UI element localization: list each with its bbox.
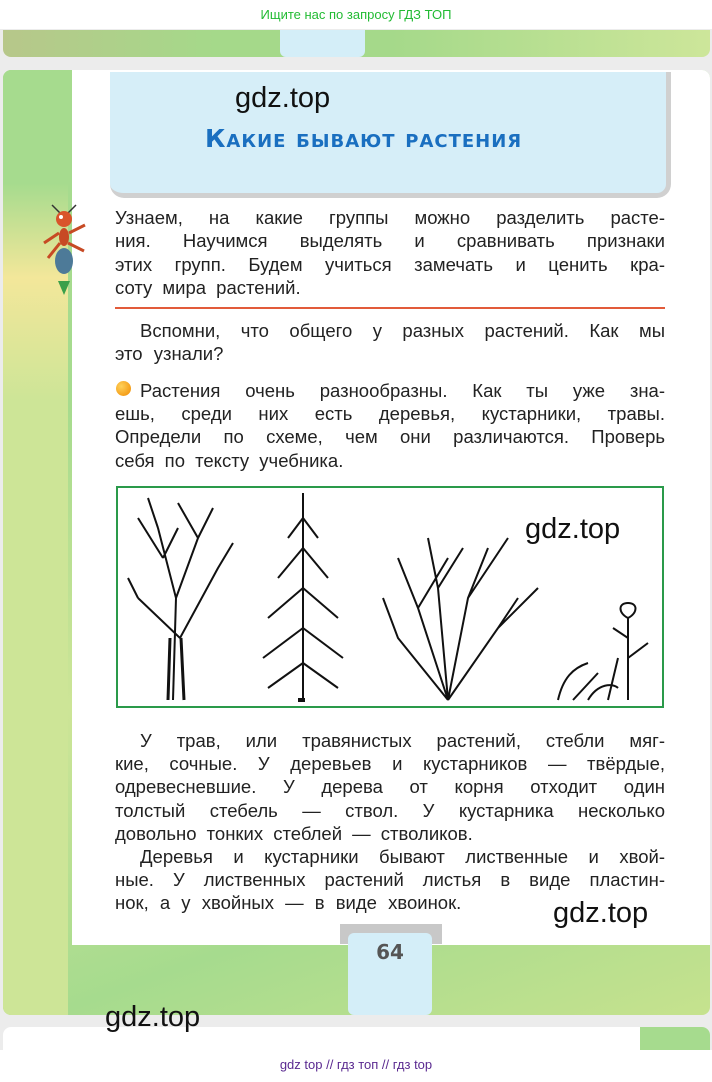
- recall-question: [140, 319, 665, 342]
- page-number: 64: [376, 940, 404, 964]
- body-second-para-first: [140, 845, 665, 868]
- divider-rule: [115, 307, 665, 309]
- herb-icon: [558, 603, 648, 700]
- body-first-line: [140, 729, 665, 752]
- lesson-title: Какие бывают растения: [205, 124, 523, 153]
- text-line: Вспомни, что общего у разных растений. Как мы: [140, 320, 665, 341]
- watermark: gdz.top: [235, 82, 331, 114]
- ant-mascot-icon: [40, 203, 95, 295]
- conifer-tree-icon: [263, 493, 343, 700]
- watermark: gdz.top: [525, 513, 621, 545]
- text-line: соту мира растений.: [115, 276, 301, 298]
- footer-links: gdz top // гдз топ // гдз top: [0, 1050, 712, 1082]
- text-line: себя по тексту учебника.: [115, 449, 344, 471]
- task-text: [115, 402, 665, 472]
- text-line: кие, сочные. У деревьев и кустарников — твёрдые,: [115, 753, 665, 774]
- watermark: gdz.top: [105, 1001, 201, 1033]
- text-line: ные. У лиственных растений листья в виде пластин-: [115, 869, 665, 890]
- deciduous-tree-icon: [128, 498, 233, 700]
- text-line: нок, а у хвойных — в виде хвоинок.: [115, 892, 462, 914]
- text-line: это узнали?: [115, 343, 224, 364]
- text-line: одревесневшие. У дерева от корня отходит один: [115, 776, 665, 798]
- text-line: Деревья и кустарники бывают лиственные и хвой-: [140, 846, 665, 867]
- text-line: ния. Научимся выделять и сравнивать признаки: [115, 230, 665, 252]
- recall-question-end: [115, 342, 665, 365]
- text-line: Определи по схеме, чем они различаются. Проверь: [115, 426, 665, 448]
- text-line: Узнаем, на какие группы можно разделить расте-: [115, 207, 665, 228]
- lesson-header: [110, 72, 671, 198]
- text-line: толстый стебель — ствол. У кустарника несколько: [115, 799, 665, 821]
- previous-page-tab: [280, 30, 365, 57]
- shrub-icon: [383, 538, 538, 700]
- text-line: У трав, или травянистых растений, стебли мяг-: [140, 730, 665, 751]
- lesson-goals: [115, 206, 665, 299]
- task-bullet-icon: [116, 381, 131, 396]
- text-line: Растения очень разнообразны. Как ты уже зна-: [140, 380, 665, 401]
- text-line: ешь, среди них есть деревья, кустарники, травы.: [115, 403, 665, 424]
- top-banner: Ищите нас по запросу ГДЗ ТОП: [0, 0, 712, 29]
- body-text: [115, 752, 665, 845]
- text-line: довольно тонких стеблей — стволиков.: [115, 822, 473, 844]
- text-line: этих групп. Будем учиться замечать и ценить кра-: [115, 253, 665, 275]
- watermark: gdz.top: [553, 897, 649, 929]
- task-first-line: [140, 379, 665, 402]
